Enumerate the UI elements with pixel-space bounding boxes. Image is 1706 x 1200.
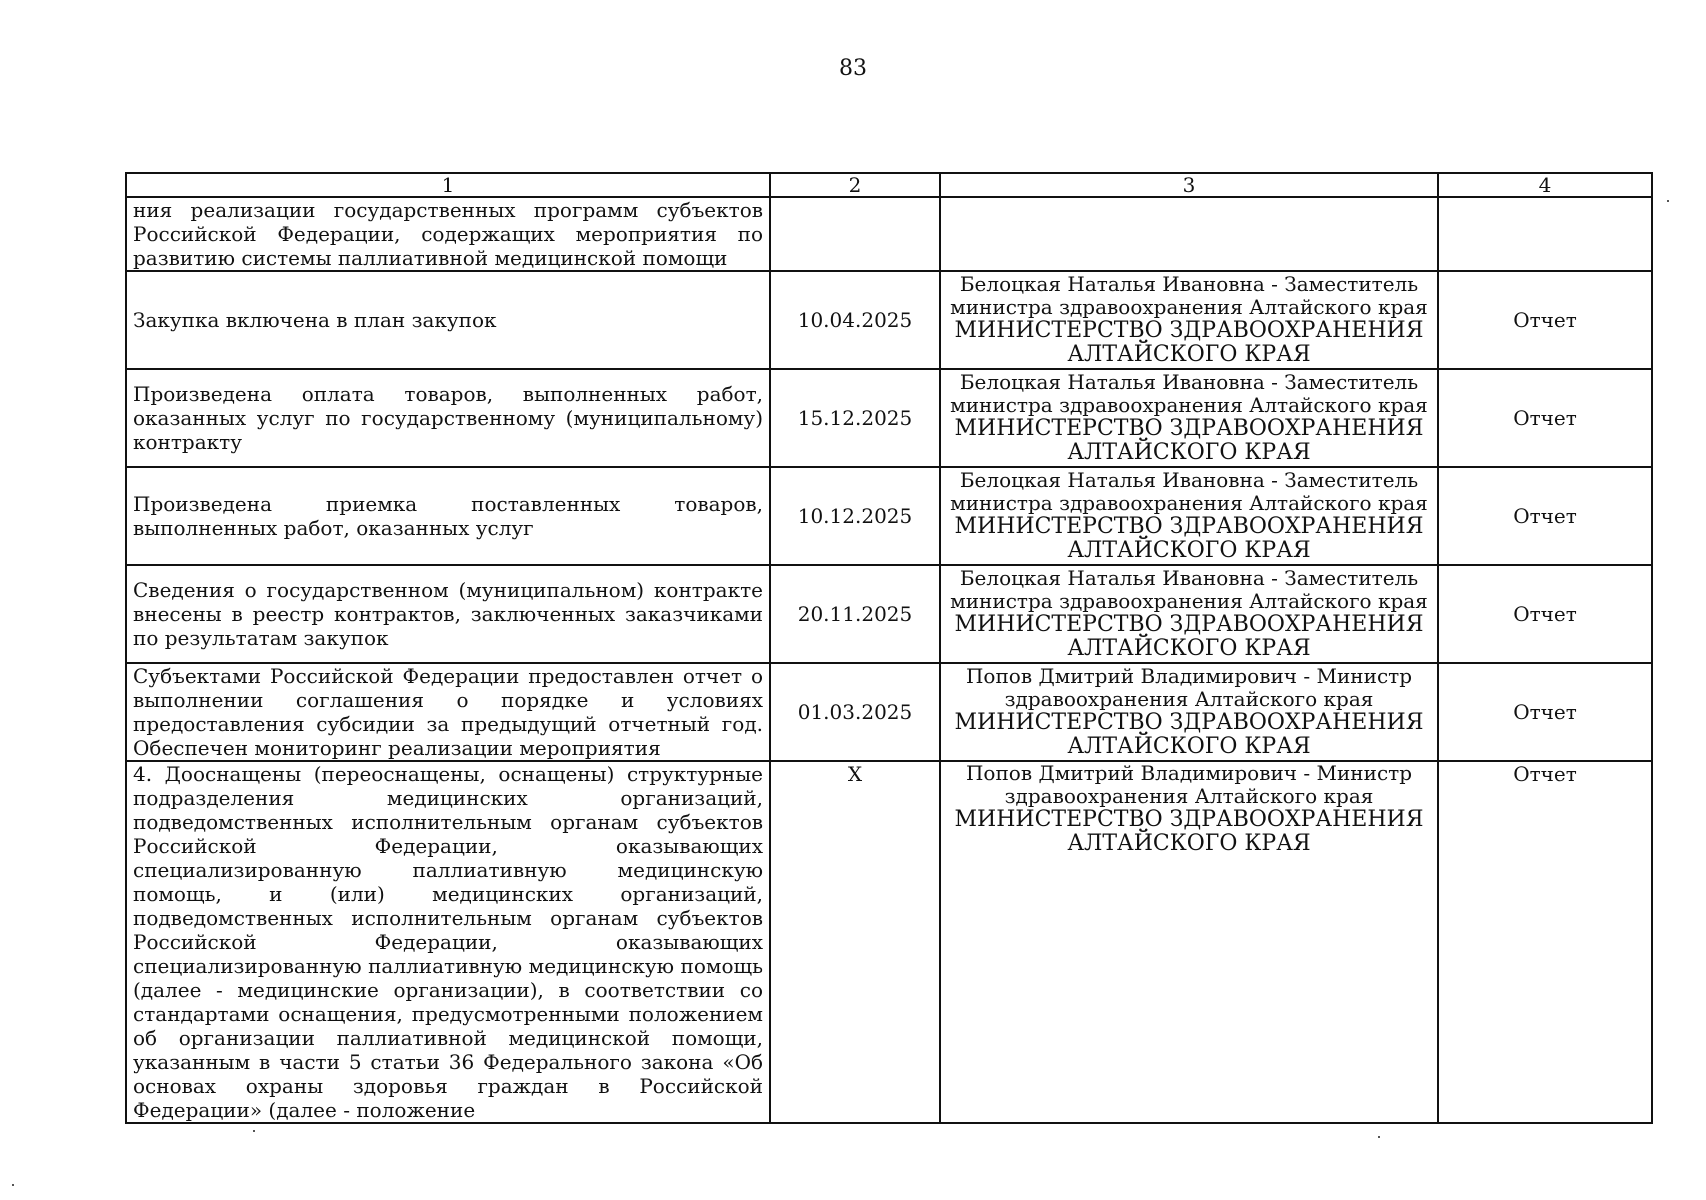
responsible-person: Белоцкая Наталья Ивановна - Заместитель министра здравоохранения Алтайского края bbox=[950, 272, 1428, 319]
row-date: 10.04.2025 bbox=[770, 271, 940, 369]
responsible-person: Попов Дмитрий Владимирович - Министр здравоохранения Алтайского края bbox=[965, 761, 1413, 808]
scan-speck bbox=[1667, 200, 1669, 202]
row-description: Сведения о государственном (муниципальном) контракте внесены в реестр контрактов, заключенных заказчиками по результатам закупок bbox=[126, 565, 770, 663]
row-date: 15.12.2025 bbox=[770, 369, 940, 467]
scan-speck bbox=[1378, 1136, 1380, 1138]
row-date: X bbox=[770, 761, 940, 1123]
column-header-4: 4 bbox=[1438, 173, 1652, 197]
row-date: 20.11.2025 bbox=[770, 565, 940, 663]
responsible-person: Белоцкая Наталья Ивановна - Заместитель министра здравоохранения Алтайского края bbox=[950, 566, 1428, 613]
responsible-organization: МИНИСТЕРСТВО ЗДРАВООХРАНЕНИЯ АЛТАЙСКОГО КРАЯ bbox=[954, 612, 1424, 661]
column-header-1: 1 bbox=[126, 173, 770, 197]
table-row bbox=[126, 663, 1652, 761]
row-responsible bbox=[940, 565, 1438, 663]
table-row bbox=[126, 369, 1652, 467]
row-description: ния реализации государственных программ субъектов Российской Федерации, содержащих мероприятия по развитию системы паллиативной медицинской помощи bbox=[126, 197, 770, 271]
table-row bbox=[126, 271, 1652, 369]
row-document bbox=[1438, 197, 1652, 271]
plan-table bbox=[125, 172, 1653, 1124]
row-responsible bbox=[940, 761, 1438, 1123]
row-responsible bbox=[940, 663, 1438, 761]
row-description: Произведена оплата товаров, выполненных работ, оказанных услуг по государственному (муниципальному) контракту bbox=[126, 369, 770, 467]
row-document: Отчет bbox=[1438, 565, 1652, 663]
row-document: Отчет bbox=[1438, 761, 1652, 1123]
responsible-organization: МИНИСТЕРСТВО ЗДРАВООХРАНЕНИЯ АЛТАЙСКОГО КРАЯ bbox=[954, 416, 1424, 465]
row-description: 4. Дооснащены (переоснащены, оснащены) структурные подразделения медицинских организаций, подведомственных исполнительным органам субъектов Российской Федерации, оказывающих специализированную паллиативную медицинскую помощь, и (или) медицинских организаций, подведомственных исполнительным органам субъектов Российской Федерации, оказывающих специализированную паллиативную медицинскую помощь (далее - медицинские организации), в соответствии со стандартами оснащения, предусмотренными положением об организации паллиативной медицинской помощи, указанным в части 5 статьи 36 Федерального закона «Об основах охраны здоровья граждан в Российской Федерации» (далее - положение bbox=[126, 761, 770, 1123]
table-row bbox=[126, 761, 1652, 1123]
row-document: Отчет bbox=[1438, 663, 1652, 761]
row-responsible bbox=[940, 467, 1438, 565]
responsible-person: Белоцкая Наталья Ивановна - Заместитель министра здравоохранения Алтайского края bbox=[950, 468, 1428, 515]
responsible-organization: МИНИСТЕРСТВО ЗДРАВООХРАНЕНИЯ АЛТАЙСКОГО КРАЯ bbox=[954, 710, 1424, 759]
table-row bbox=[126, 565, 1652, 663]
table-header-row bbox=[126, 173, 1652, 197]
responsible-person: Попов Дмитрий Владимирович - Министр здравоохранения Алтайского края bbox=[965, 664, 1413, 711]
row-document: Отчет bbox=[1438, 369, 1652, 467]
responsible-organization: МИНИСТЕРСТВО ЗДРАВООХРАНЕНИЯ АЛТАЙСКОГО КРАЯ bbox=[954, 807, 1424, 856]
row-date bbox=[770, 197, 940, 271]
row-document: Отчет bbox=[1438, 271, 1652, 369]
row-date: 01.03.2025 bbox=[770, 663, 940, 761]
table-row bbox=[126, 467, 1652, 565]
row-responsible bbox=[940, 369, 1438, 467]
row-document: Отчет bbox=[1438, 467, 1652, 565]
row-description: Закупка включена в план закупок bbox=[126, 271, 770, 369]
column-header-3: 3 bbox=[940, 173, 1438, 197]
responsible-person: Белоцкая Наталья Ивановна - Заместитель министра здравоохранения Алтайского края bbox=[950, 370, 1428, 417]
row-date: 10.12.2025 bbox=[770, 467, 940, 565]
scan-speck bbox=[253, 1130, 255, 1132]
row-responsible bbox=[940, 271, 1438, 369]
responsible-organization: МИНИСТЕРСТВО ЗДРАВООХРАНЕНИЯ АЛТАЙСКОГО КРАЯ bbox=[954, 514, 1424, 563]
page-number: 83 bbox=[839, 56, 867, 81]
table-row bbox=[126, 197, 1652, 271]
column-header-2: 2 bbox=[770, 173, 940, 197]
row-responsible bbox=[940, 197, 1438, 271]
scan-speck bbox=[12, 1184, 14, 1186]
responsible-organization: МИНИСТЕРСТВО ЗДРАВООХРАНЕНИЯ АЛТАЙСКОГО КРАЯ bbox=[954, 318, 1424, 367]
row-description: Произведена приемка поставленных товаров, выполненных работ, оказанных услуг bbox=[126, 467, 770, 565]
row-description: Субъектами Российской Федерации предоставлен отчет о выполнении соглашения о порядке и условиях предоставления субсидии за предыдущий отчетный год. Обеспечен мониторинг реализации мероприятия bbox=[126, 663, 770, 761]
